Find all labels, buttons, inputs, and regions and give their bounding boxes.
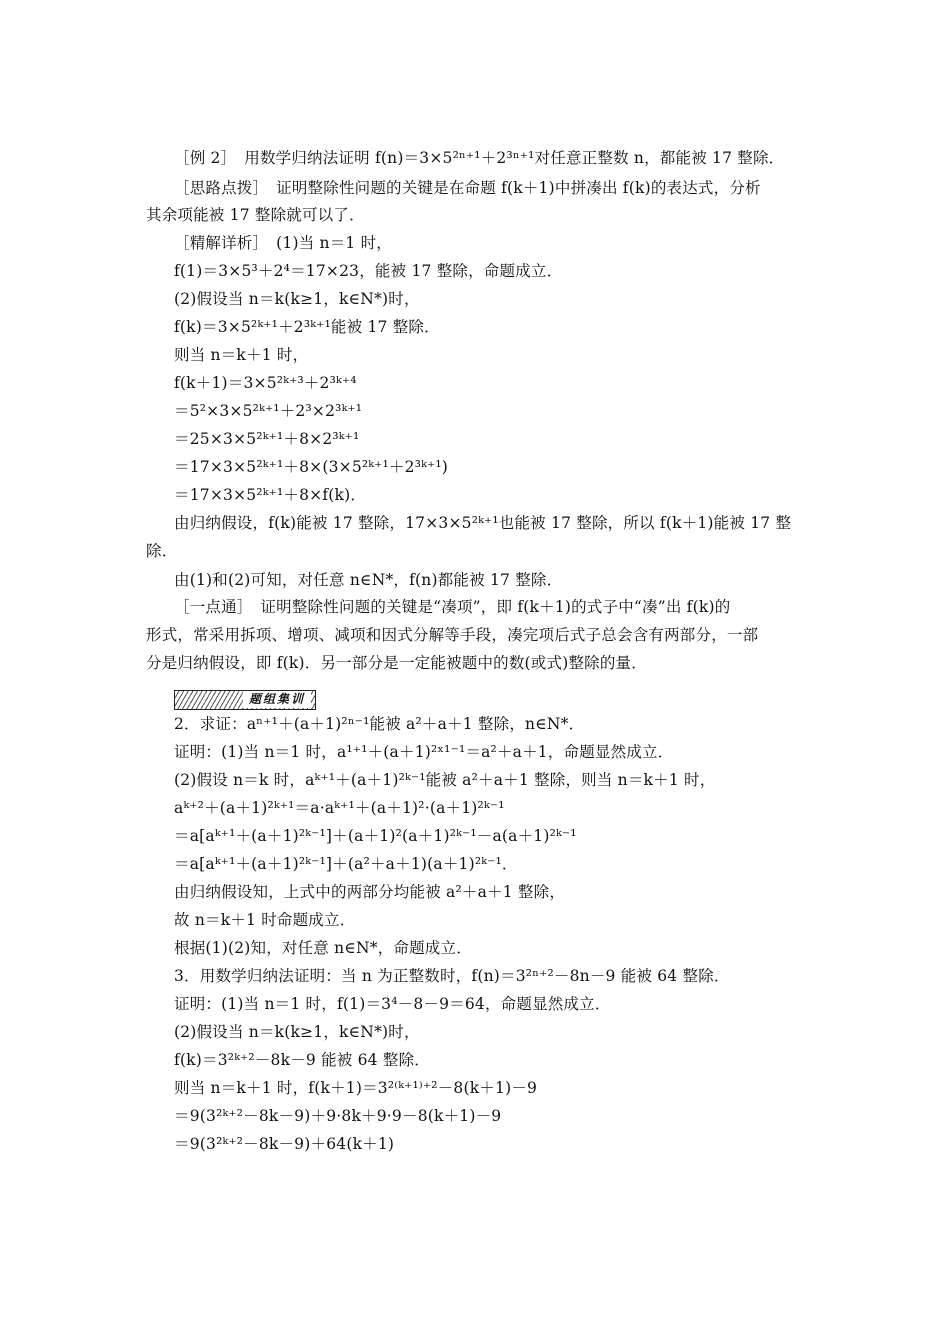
text-line: 证明：(1)当 n＝1 时，f(1)＝3⁴－8－9＝64，命题显然成立． [174,995,611,1013]
text-line: ＝17×3×5²ᵏ⁺¹＋8×(3×5²ᵏ⁺¹＋2³ᵏ⁺¹) [174,458,449,476]
text-line: ＝9(3²ᵏ⁺²－8k－9)＋64(k＋1) [174,1135,395,1153]
text-line: ［思路点拨］ 证明整除性问题的关键是在命题 f(k＋1)中拼凑出 f(k)的表达式，分析 [174,179,761,197]
text-line: 由(1)和(2)可知，对任意 n∈N*，f(n)都能被 17 整除． [174,571,563,589]
text-line: 分是归纳假设，即 f(k)．另一部分是一定能被题中的数(或式)整除的量． [146,654,647,672]
text-line: ＝17×3×5²ᵏ⁺¹＋8×f(k)． [174,486,367,504]
text-line: 则当 n＝k＋1 时， [174,346,309,364]
section-banner [174,690,316,710]
text-line: 故 n＝k＋1 时命题成立． [174,911,356,929]
text-line: 证明：(1)当 n＝1 时，a¹⁺¹＋(a＋1)²ˣ¹⁻¹＝a²＋a＋1，命题显然成立． [174,743,674,761]
text-line: f(k)＝3²ᵏ⁺²－8k－9 能被 64 整除． [174,1051,430,1069]
text-line: 3．用数学归纳法证明：当 n 为正整数时，f(n)＝3²ⁿ⁺²－8n－9 能被 64 整除． [174,967,730,985]
text-line: 根据(1)(2)知，对任意 n∈N*，命题成立． [174,939,472,957]
text-line: (2)假设 n＝k 时，aᵏ⁺¹＋(a＋1)²ᵏ⁻¹能被 a²＋a＋1 整除，则当 n＝k＋1 时， [174,771,716,789]
section-banner-label: 题组集训 [243,691,311,708]
text-line: 由归纳假设，f(k)能被 17 整除，17×3×5²ᵏ⁺¹也能被 17 整除，所以 f(k＋1)能被 17 整 [174,514,792,532]
text-line: 2．求证：aⁿ⁺¹＋(a＋1)²ⁿ⁻¹能被 a²＋a＋1 整除，n∈N*． [174,715,585,733]
text-line: aᵏ⁺²＋(a＋1)²ᵏ⁺¹＝a·aᵏ⁺¹＋(a＋1)²·(a＋1)²ᵏ⁻¹ [174,799,505,817]
text-line: f(k)＝3×5²ᵏ⁺¹＋2³ᵏ⁺¹能被 17 整除． [174,318,440,336]
text-line: ＝9(3²ᵏ⁺²－8k－9)＋9·8k＋9·9－8(k＋1)－9 [174,1107,502,1125]
text-line: ＝25×3×5²ᵏ⁺¹＋8×2³ᵏ⁺¹ [174,430,360,448]
text-line: ＝a[aᵏ⁺¹＋(a＋1)²ᵏ⁻¹]＋(a＋1)²(a＋1)²ᵏ⁻¹－a(a＋1)²ᵏ⁻¹ [174,827,577,845]
text-line: f(k＋1)＝3×5²ᵏ⁺³＋2³ᵏ⁺⁴ [174,374,357,392]
text-line: 则当 n＝k＋1 时，f(k＋1)＝3²⁽ᵏ⁺¹⁾⁺²－8(k＋1)－9 [174,1079,538,1097]
text-line: (2)假设当 n＝k(k≥1，k∈N*)时， [174,290,420,308]
text-line: ＝a[aᵏ⁺¹＋(a＋1)²ᵏ⁻¹]＋(a²＋a＋1)(a＋1)²ᵏ⁻¹． [174,855,518,873]
text-line: 其余项能被 17 整除就可以了． [146,206,365,224]
text-line: 由归纳假设知，上式中的两部分均能被 a²＋a＋1 整除， [174,883,566,901]
text-line: (2)假设当 n＝k(k≥1，k∈N*)时， [174,1023,420,1041]
text-line: f(1)＝3×5³＋2⁴＝17×23，能被 17 整除，命题成立． [174,262,563,280]
text-line: ［例 2］ 用数学归纳法证明 f(n)＝3×5²ⁿ⁺¹＋2³ⁿ⁺¹对任意正整数 n，都能被 17 整除． [174,149,785,167]
text-line: ［精解详析］ (1)当 n＝1 时， [174,234,393,252]
text-line: ＝5²×3×5²ᵏ⁺¹＋2³×2³ᵏ⁺¹ [174,402,363,420]
text-line: 形式，常采用拆项、增项、减项和因式分解等手段，凑完项后式子总会含有两部分，一部 [146,626,759,644]
text-line: 除． [146,542,178,560]
text-line: ［一点通］ 证明整除性问题的关键是“凑项”，即 f(k＋1)的式子中“凑”出 f(k)的 [174,598,731,616]
